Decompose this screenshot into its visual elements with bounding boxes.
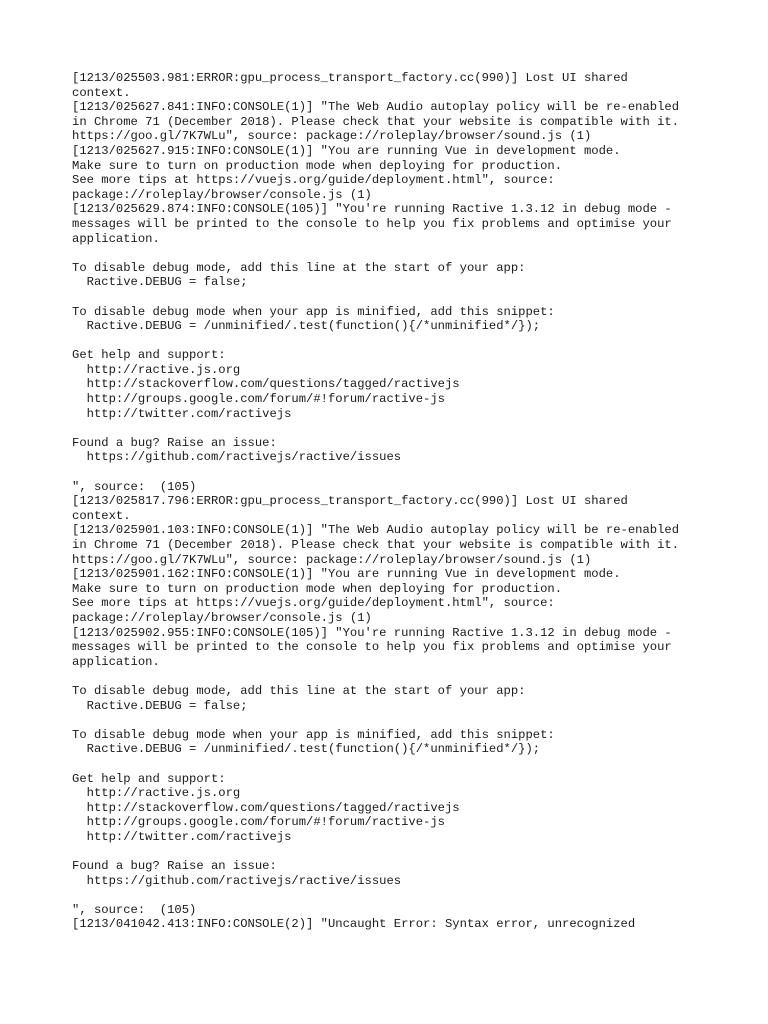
- log-line: ", source: (105): [72, 479, 197, 494]
- log-line: [1213/025627.841:INFO:CONSOLE(1)] "The Web Audio autoplay policy will be re-enabled: [72, 100, 680, 115]
- log-line: http://stackoverflow.com/questions/tagged/ractivejs: [72, 800, 460, 815]
- log-line: To disable debug mode, add this line at the start of your app:: [72, 260, 526, 275]
- log-line: http://ractive.js.org: [72, 362, 241, 377]
- log-line: https://goo.gl/7K7WLu", source: package://roleplay/browser/sound.js (1): [72, 129, 592, 144]
- log-line: Make sure to turn on production mode when deploying for production.: [72, 581, 563, 596]
- log-line: [72, 290, 752, 305]
- log-line: https://github.com/ractivejs/ractive/issues: [72, 450, 402, 465]
- log-line: [72, 713, 752, 728]
- log-line: [1213/041042.413:INFO:CONSOLE(2)] "Uncaught Error: Syntax error, unrecognized: [72, 917, 636, 932]
- log-line: [1213/025901.103:INFO:CONSOLE(1)] "The Web Audio autoplay policy will be re-enabled: [72, 523, 680, 538]
- log-line: [1213/025503.981:ERROR:gpu_process_transport_factory.cc(990)] Lost UI shared: [72, 71, 628, 85]
- log-line: See more tips at https://vuejs.org/guide/deployment.html", source:: [72, 173, 555, 188]
- log-line: messages will be printed to the console to help you fix problems and optimise your: [72, 216, 672, 231]
- log-line: Make sure to turn on production mode when deploying for production.: [72, 158, 563, 173]
- log-line: http://groups.google.com/forum/#!forum/ractive-js: [72, 815, 445, 830]
- log-line: Ractive.DEBUG = /unminified/.test(function(){/*unminified*/});: [72, 319, 541, 334]
- log-line: http://groups.google.com/forum/#!forum/ractive-js: [72, 392, 445, 407]
- log-line: [72, 844, 752, 859]
- log-line: ", source: (105): [72, 902, 197, 917]
- log-line: [72, 669, 752, 684]
- log-line: Ractive.DEBUG = /unminified/.test(function(){/*unminified*/});: [72, 742, 541, 757]
- log-line: http://stackoverflow.com/questions/tagged/ractivejs: [72, 377, 460, 392]
- log-line: Found a bug? Raise an issue:: [72, 859, 277, 874]
- log-line: [72, 757, 752, 772]
- log-line: [72, 246, 752, 261]
- log-line: [72, 465, 752, 480]
- log-line: context.: [72, 508, 131, 523]
- log-line: [1213/025629.874:INFO:CONSOLE(105)] "You're running Ractive 1.3.12 in debug mode -: [72, 202, 672, 217]
- log-line: context.: [72, 85, 131, 100]
- log-line: in Chrome 71 (December 2018). Please check that your website is compatible with it.: [72, 114, 680, 129]
- log-line: Ractive.DEBUG = false;: [72, 698, 248, 713]
- log-line: in Chrome 71 (December 2018). Please check that your website is compatible with it.: [72, 538, 680, 552]
- log-line: https://goo.gl/7K7WLu", source: package://roleplay/browser/sound.js (1): [72, 552, 592, 567]
- log-line: messages will be printed to the console to help you fix problems and optimise your: [72, 640, 672, 655]
- log-line: [1213/025817.796:ERROR:gpu_process_transport_factory.cc(990)] Lost UI shared: [72, 494, 628, 509]
- log-line: [72, 888, 752, 903]
- log-line: To disable debug mode when your app is minified, add this snippet:: [72, 304, 555, 319]
- log-line: https://github.com/ractivejs/ractive/issues: [72, 873, 402, 888]
- log-line: application.: [72, 654, 160, 669]
- log-line: application.: [72, 231, 160, 246]
- log-line: Get help and support:: [72, 348, 226, 363]
- log-line: See more tips at https://vuejs.org/guide/deployment.html", source:: [72, 596, 555, 611]
- log-line: [1213/025902.955:INFO:CONSOLE(105)] "You're running Ractive 1.3.12 in debug mode -: [72, 625, 672, 640]
- log-line: Ractive.DEBUG = false;: [72, 275, 248, 290]
- log-line: http://twitter.com/ractivejs: [72, 829, 292, 844]
- log-line: [72, 334, 752, 349]
- log-line: package://roleplay/browser/console.js (1): [72, 187, 372, 202]
- log-line: http://ractive.js.org: [72, 786, 241, 801]
- log-line: Get help and support:: [72, 771, 226, 786]
- log-line: To disable debug mode when your app is minified, add this snippet:: [72, 727, 555, 742]
- log-line: [72, 421, 752, 436]
- log-line: Found a bug? Raise an issue:: [72, 435, 277, 450]
- log-line: [1213/025901.162:INFO:CONSOLE(1)] "You are running Vue in development mode.: [72, 567, 621, 582]
- document-page: [72, 71, 752, 932]
- log-line: To disable debug mode, add this line at the start of your app:: [72, 683, 526, 698]
- log-line: package://roleplay/browser/console.js (1): [72, 610, 372, 625]
- console-log-text: [72, 71, 752, 932]
- log-line: http://twitter.com/ractivejs: [72, 406, 292, 421]
- log-line: [1213/025627.915:INFO:CONSOLE(1)] "You are running Vue in development mode.: [72, 143, 621, 158]
